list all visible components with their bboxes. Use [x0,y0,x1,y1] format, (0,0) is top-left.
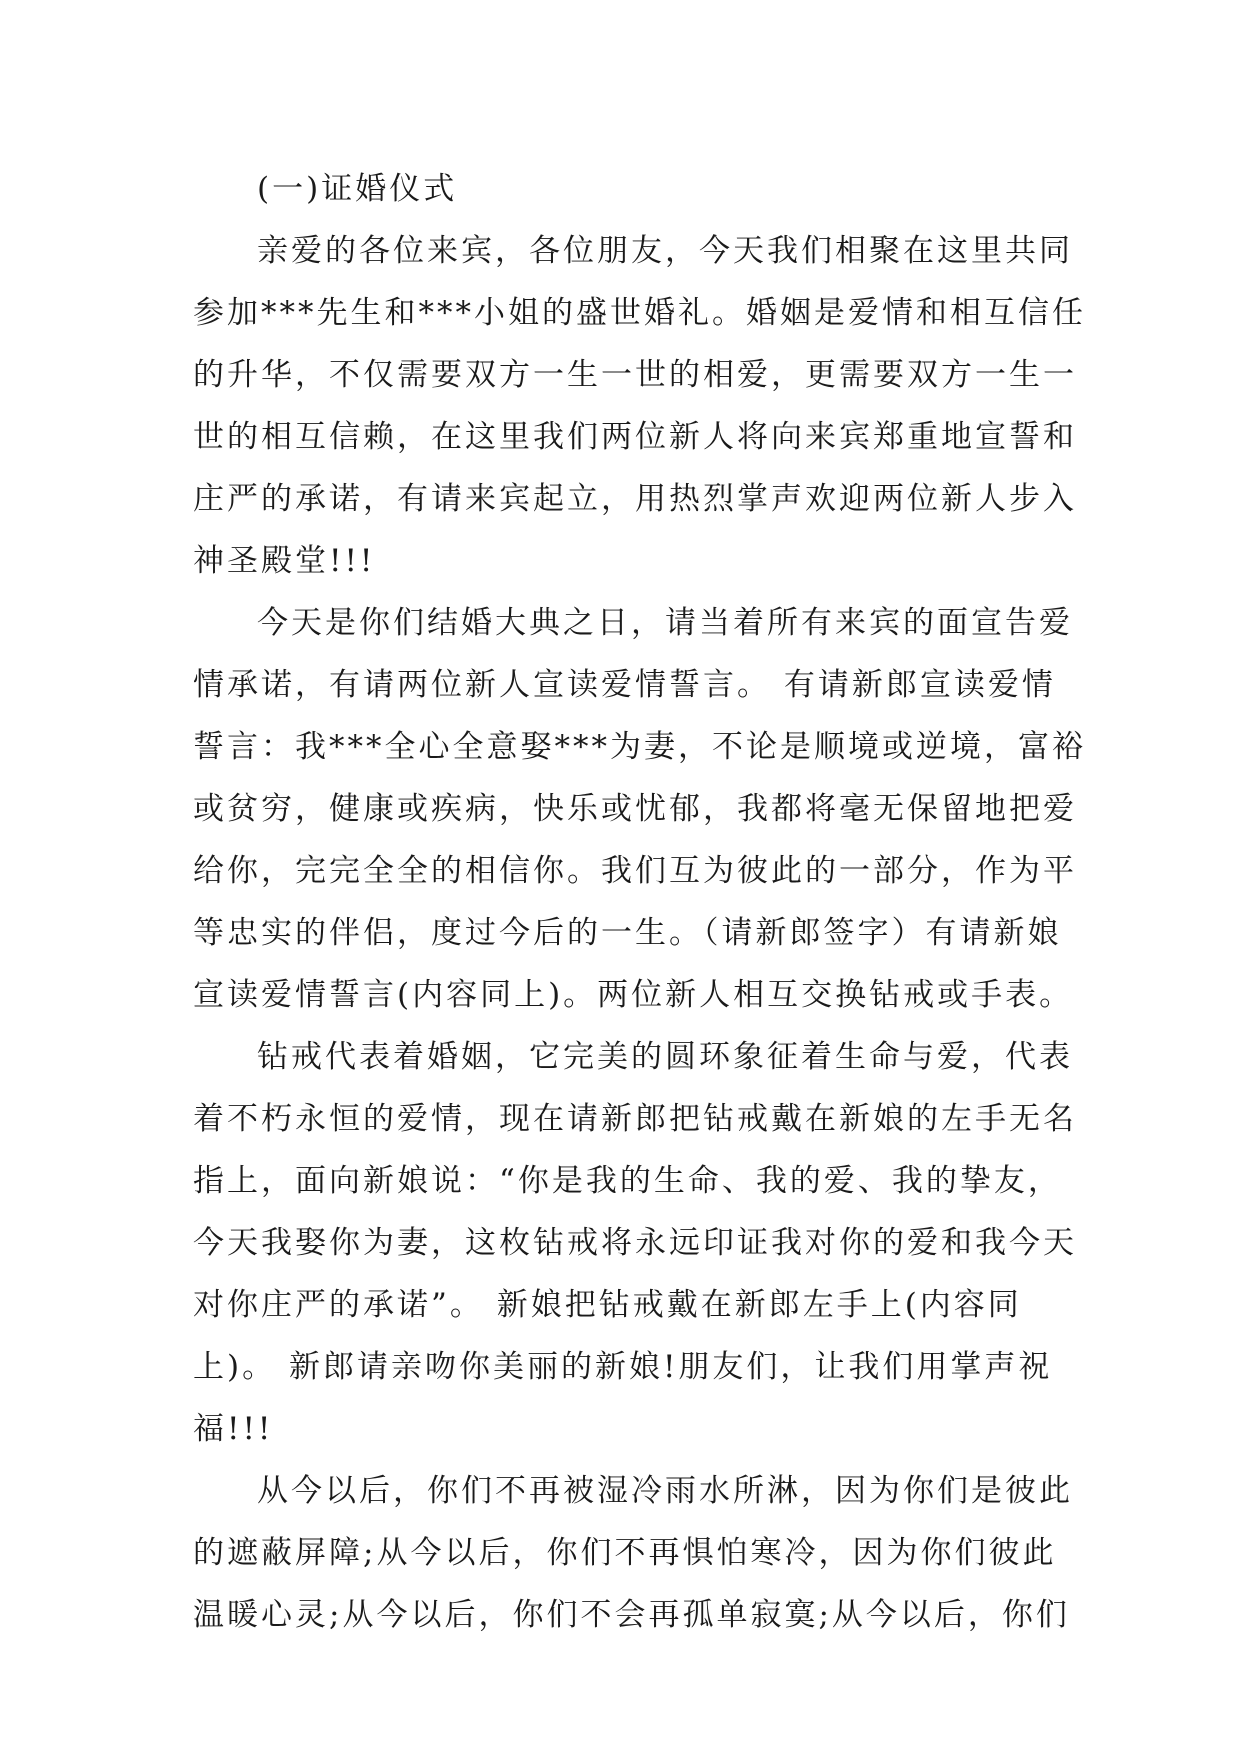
paragraph-line: 上)。 新郎请亲吻你美丽的新娘!朋友们，让我们用掌声祝 [193,1349,1053,1385]
paragraph-line: 庄严的承诺，有请来宾起立，用热烈掌声欢迎两位新人步入 [193,481,1077,517]
paragraph-line: 情承诺，有请两位新人宣读爱情誓言。 有请新郎宣读爱情 [193,667,1056,703]
paragraph-line: 福!!! [193,1411,274,1447]
paragraph-line: 参加***先生和***小姐的盛世婚礼。婚姻是爱情和相互信任 [193,295,1086,331]
paragraph-line: 的升华，不仅需要双方一生一世的相爱，更需要双方一生一 [193,357,1077,393]
document-body [193,158,1086,1646]
paragraph-line: 今天是你们结婚大典之日，请当着所有来宾的面宣告爱 [257,605,1073,641]
paragraph-line: 的遮蔽屏障;从今以后，你们不再惧怕寒冷，因为你们彼此 [193,1535,1057,1571]
paragraph-line: 对你庄严的承诺”。 新娘把钻戒戴在新郎左手上(内容同 [193,1287,1022,1323]
paragraph-line: 指上，面向新娘说：“你是我的生命、我的爱、我的挚友， [193,1163,1062,1199]
paragraph-line: 等忠实的伴侣，度过今后的一生。（请新郎签字）有请新娘 [193,915,1062,951]
paragraph-line: 宣读爱情誓言(内容同上)。两位新人相互交换钻戒或手表。 [193,977,1074,1013]
paragraph-line: 钻戒代表着婚姻，它完美的圆环象征着生命与爱，代表 [257,1039,1073,1075]
paragraph-line: 亲爱的各位来宾，各位朋友，今天我们相聚在这里共同 [257,233,1073,269]
paragraph-line: 温暖心灵;从今以后，你们不会再孤单寂寞;从今以后，你们 [193,1597,1070,1633]
paragraph-line: 或贫穷，健康或疾病，快乐或忧郁，我都将毫无保留地把爱 [193,791,1077,827]
paragraph-line: 今天我娶你为妻，这枚钻戒将永远印证我对你的爱和我今天 [193,1225,1077,1261]
paragraph-line: 着不朽永恒的爱情，现在请新郎把钻戒戴在新娘的左手无名 [193,1101,1077,1137]
paragraph-line: 从今以后，你们不再被湿冷雨水所淋，因为你们是彼此 [257,1473,1073,1509]
section-heading: (一)证婚仪式 [257,171,458,207]
paragraph-line: 神圣殿堂!!! [193,543,376,579]
paragraph-line: 给你，完完全全的相信你。我们互为彼此的一部分，作为平 [193,853,1077,889]
paragraph-line: 誓言：我***全心全意娶***为妻，不论是顺境或逆境，富裕 [193,729,1086,765]
paragraph-line: 世的相互信赖，在这里我们两位新人将向来宾郑重地宣誓和 [193,419,1077,455]
